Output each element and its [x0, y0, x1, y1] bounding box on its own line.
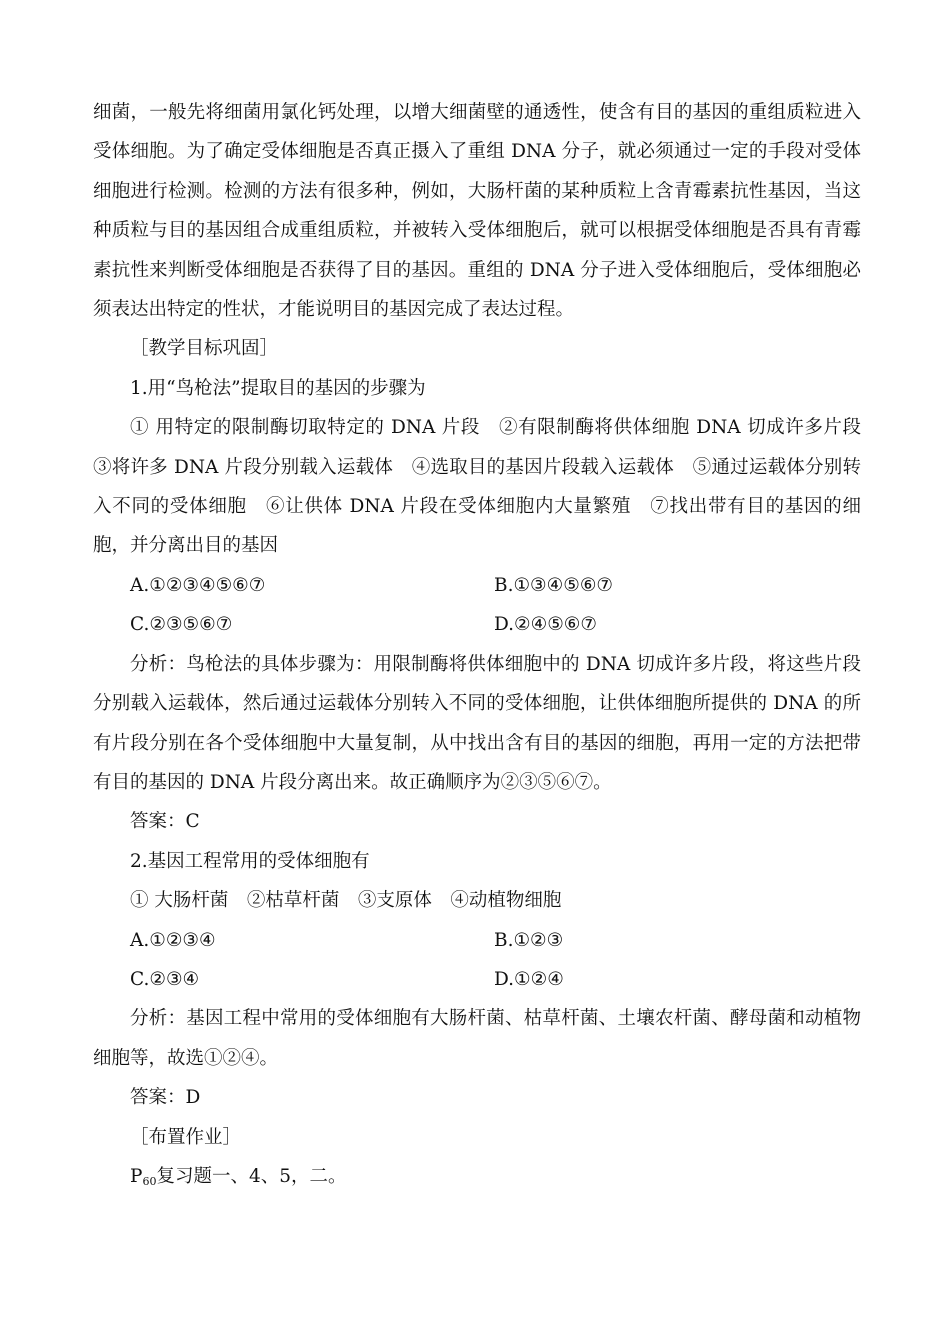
question-2-option-b: B.①②③: [494, 929, 564, 951]
intro-paragraph: 细菌，一般先将细菌用氯化钙处理，以增大细菌壁的通透性，使含有目的基因的重组质粒进入受体细胞。为了确定受体细胞是否真正摄入了重组 DNA 分子，就必须通过一定的手段对受体细胞进行检测。检测的方法有很多种，例如，大肠杆菌的某种质粒上含青霉素抗性基因，当这种质粒与目的基因组合成重组质粒，并被转入受体细胞后，就可以根据受体细胞是否具有青霉素抗性来判断受体细胞是否获得了目的基因。重组的 DNA 分子进入受体细胞后，受体细胞必须表达出特定的性状，才能说明目的基因完成了表达过程。: [93, 102, 861, 321]
question-2-options-row-1: [93, 921, 861, 960]
question-1-option-b: B.①③④⑤⑥⑦: [494, 574, 613, 596]
question-1-answer: 答案：C: [130, 811, 200, 833]
homework-line: [93, 1157, 861, 1196]
question-1-options-row-2: [93, 605, 861, 644]
question-1-analysis: 分析：鸟枪法的具体步骤为：用限制酶将供体细胞中的 DNA 切成许多片段，将这些片段分别载入运载体，然后通过运载体分别转入不同的受体细胞，让供体细胞所提供的 DNA 的所有片段分别在各个受体细胞中大量复制，从中找出含有目的基因的细胞，再用一定的方法把带有目的基因的 DNA 片段分离出来。故正确顺序为②③⑤⑥⑦。: [93, 653, 861, 793]
question-2-answer: 答案：D: [130, 1087, 201, 1109]
question-2-option-d: D.①②④: [494, 968, 564, 990]
question-1-option-c: C.②③⑤⑥⑦: [130, 614, 233, 636]
question-1-stem: 1.用“鸟枪法”提取目的基因的步骤为: [130, 377, 426, 399]
question-2-option-a: A.①②③④: [130, 929, 216, 951]
question-1-options-row-1: [93, 566, 861, 605]
homework-page-number: 60: [142, 1174, 157, 1188]
question-1-option-a: A.①②③④⑤⑥⑦: [130, 574, 266, 596]
homework-text: 复习题一、4、5，二。: [156, 1165, 347, 1187]
homework-page-prefix: P: [130, 1165, 143, 1187]
question-1-steps: ① 用特定的限制酶切取特定的 DNA 片段 ②有限制酶将供体细胞 DNA 切成许多片段 ③将许多 DNA 片段分别载入运载体 ④选取目的基因片段载入运载体 ⑤通过运载体分别转入不同的受体细胞 ⑥让供体 DNA 片段在受体细胞内大量繁殖 ⑦找出带有目的基因的细胞，并分离出目的基因: [93, 417, 861, 557]
section-heading-homework: ［布置作业］: [130, 1126, 242, 1148]
document-page: [93, 93, 861, 1196]
question-2-items: ① 大肠杆菌 ②枯草杆菌 ③支原体 ④动植物细胞: [130, 890, 562, 912]
question-2-options-row-2: [93, 960, 861, 999]
question-2-option-c: C.②③④: [130, 968, 200, 990]
question-2-analysis: 分析：基因工程中常用的受体细胞有大肠杆菌、枯草杆菌、土壤农杆菌、酵母菌和动植物细胞等，故选①②④。: [93, 1008, 861, 1069]
question-1-option-d: D.②④⑤⑥⑦: [494, 614, 597, 636]
question-2-stem: 2.基因工程常用的受体细胞有: [130, 850, 370, 872]
section-heading-teaching-goals: ［教学目标巩固］: [130, 338, 279, 360]
